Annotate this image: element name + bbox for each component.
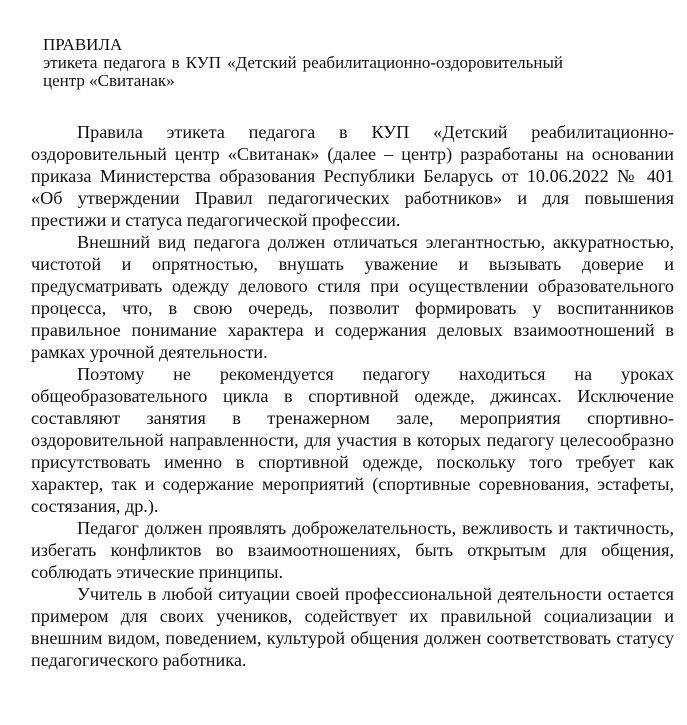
paragraph-clothing: Поэтому не рекомендуется педагогу находиться на уроках общеобразовательного цикла в спортивной одежде, джинсах. Исключение составляют занятия в тренажерном зале, мероприятия спортивно-оздоровительной направленности, для участия в которых педагогу целесообразно присутствовать именно в спортивной одежде, поскольку того требует как характер, так и содержание мероприятий (спортивные соревнования, эстафеты, состязания, др.). xyxy=(31,364,674,516)
document-heading xyxy=(43,36,563,90)
document-title: ПРАВИЛА xyxy=(43,35,123,54)
paragraph-intro: Правила этикета педагога в КУП «Детский реабилитационно-оздоровительный центр «Свитанак» (далее – центр) разработаны на основании приказа Министерства образования Республики Беларусь от 10.06.2022 № 401 «Об утверждении Правил педагогических работников» и для повышения престижи и статуса педагогической профессии. xyxy=(31,122,674,230)
document-subtitle: этикета педагога в КУП «Детский реабилитационно-оздоровительный центр «Свитанак» xyxy=(43,53,563,90)
document-body xyxy=(31,121,674,671)
paragraph-appearance: Внешний вид педагога должен отличаться элегантностью, аккуратностью, чистотой и опрятностью, внушать уважение и вызывать доверие и предусматривать одежду делового стиля при осуществлении образовательного процесса, что, в свою очередь, позволит формировать у воспитанников правильное понимание характера и содержания деловых взаимоотношений в рамках урочной деятельности. xyxy=(31,232,674,362)
paragraph-example: Учитель в любой ситуации своей профессиональной деятельности остается примером для своих учеников, содействует их правильной социализации и внешним видом, поведением, культурой общения должен соответствовать статусу педагогического работника. xyxy=(31,584,674,670)
paragraph-conduct: Педагог должен проявлять доброжелательность, вежливость и тактичность, избегать конфликтов во взаимоотношениях, быть открытым для общения, соблюдать этические принципы. xyxy=(31,518,674,582)
